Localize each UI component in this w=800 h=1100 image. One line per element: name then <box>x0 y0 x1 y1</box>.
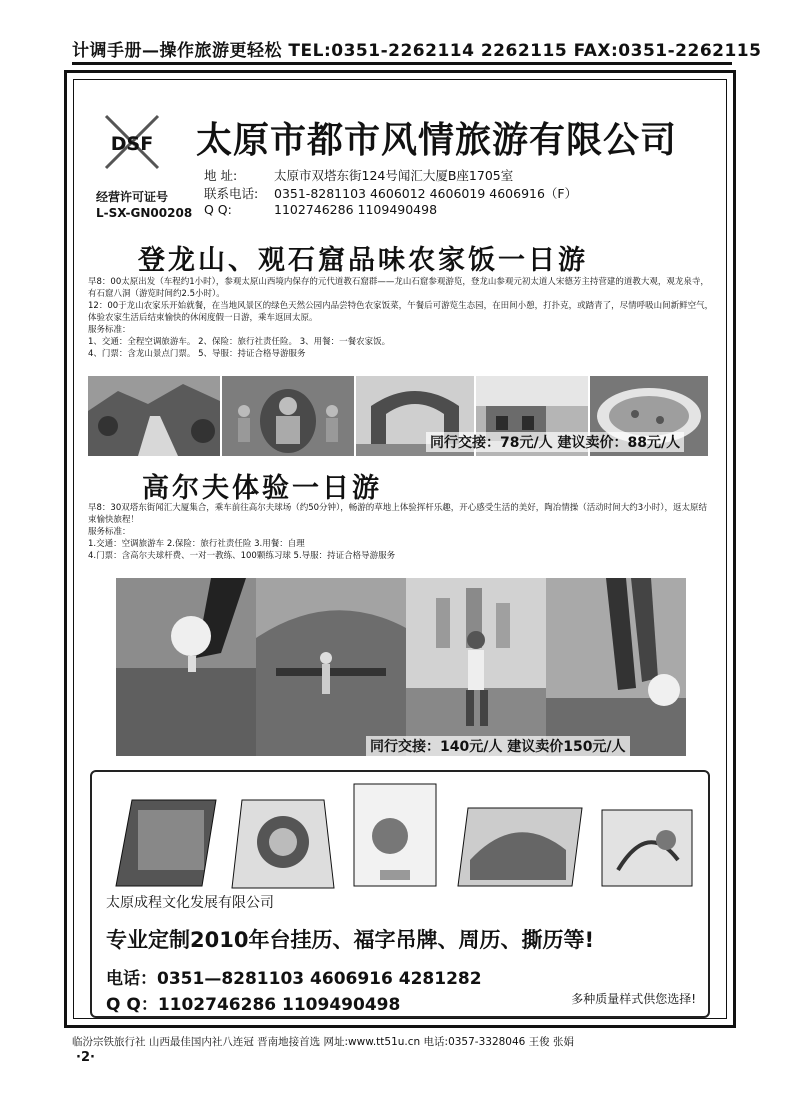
route1-desc-line: 4、门票：含龙山景点门票。 5、导服：持证合格导游服务 <box>88 349 306 359</box>
qq-line <box>204 202 437 217</box>
address-value: 太原市双塔东街124号闻汇大厦B座1705室 <box>274 168 514 183</box>
qq-value: 1102746286 1109490498 <box>274 202 438 217</box>
ad-company-name: 太原成程文化发展有限公司 <box>106 895 274 911</box>
route1-title: 登龙山、观石窟品味农家饭一日游 <box>138 245 588 276</box>
route1-desc-line: 早8：00太原出发（车程约1小时），参观太原山西境内保存的元代道教石窟群——龙山石窟参观游览，登龙山参观元初太道人宋德芳主持营建的道教大观，观龙泉寺，有石窟八洞（游览时间约2.5小时）。 <box>88 277 709 299</box>
route1-description <box>88 276 714 360</box>
route2-price: 同行交接：140元/人 建议卖价150元/人 <box>366 736 630 756</box>
desk-calendar-1 <box>112 790 220 890</box>
route2-desc-line: 1.交通：空调旅游车 2.保险：旅行社责任险 3.用餐：自理 <box>88 539 305 549</box>
route1-desc-line: 12：00于龙山农家乐开始就餐，在当地风景区的绿色天然公园内品尝特色农家饭菜，午餐后可游览生态园，在田间小憩，打扑克，或踏青了，尽情呼吸山间新鲜空气，体验农家生活后结束愉快的休闲度假一日游，乘车返回太原。 <box>88 301 714 323</box>
golfer-swing-photo <box>546 578 686 756</box>
running-header: 计调手册—操作旅游更轻松 TEL:0351-2262114 2262115 FAX:0351-2262115 <box>72 41 762 61</box>
route2-title: 高尔夫体验一日游 <box>142 473 382 504</box>
golf-ball-tee-photo <box>116 578 256 756</box>
route2-desc-line: 4.门票：含高尔夫球杆费、一对一教练、100颗练习球 5.导服：持证合格导游服务 <box>88 551 396 561</box>
desk-calendar-3 <box>456 790 584 890</box>
route1-price: 同行交接：78元/人 建议卖价：88元/人 <box>426 432 684 452</box>
calendar-advertisement <box>90 770 710 1018</box>
license-label: 经营许可证号 <box>96 190 169 204</box>
woman-golfer-photo <box>406 578 546 756</box>
header-rule <box>72 62 732 65</box>
route1-desc-line: 1、交通：全程空调旅游车。 2、保险：旅行社责任险。 3、用餐：一餐农家饭。 <box>88 337 391 347</box>
license-number: L-SX-GN00208 <box>96 206 193 220</box>
desk-calendar-4 <box>598 800 698 890</box>
calendar-products <box>112 780 702 890</box>
driving-range-photo <box>256 578 406 756</box>
company-name: 太原市都市风情旅游有限公司 <box>196 119 678 161</box>
route1-desc-line: 服务标准： <box>88 325 131 335</box>
qq-label: Q Q: <box>204 202 232 217</box>
dsf-logo <box>98 112 166 172</box>
route2-desc-line: 服务标准： <box>88 527 131 537</box>
mountain-path-photo <box>88 376 220 456</box>
ad-qq: Q Q：1102746286 1109490498 <box>106 995 401 1015</box>
address-line <box>204 166 513 184</box>
page-footer: 临汾宗铁旅行社 山西最佳国内社八连冠 晋南地接首选 网址:www.tt51u.cn 电话:0357-3328046 王俊 张娟 <box>72 1036 575 1048</box>
route2-photo-strip <box>116 578 686 756</box>
phone-line <box>204 184 577 202</box>
wall-calendar <box>350 780 440 890</box>
phone-value: 0351-8281103 4606012 4606019 4606916（F） <box>274 186 578 201</box>
desk-calendar-2 <box>228 790 338 890</box>
ad-phone: 电话：0351—8281103 4606916 4281282 <box>106 969 482 989</box>
ad-note: 多种质量样式供您选择! <box>571 992 696 1006</box>
page-number: ·2· <box>76 1050 95 1065</box>
route2-desc-line: 早8：30双塔东街闻汇大厦集合，乘车前往高尔夫球场（约50分钟），畅游的草地上体验挥杆乐趣，开心感受生活的美好，陶冶情操（活动时间大约3小时），返太原结束愉快旅程！ <box>88 503 707 525</box>
grotto-statues-photo <box>222 376 354 456</box>
logo-text: DSF <box>110 133 154 155</box>
phone-label: 联系电话: <box>204 186 259 201</box>
route2-description <box>88 502 714 562</box>
address-label: 地 址: <box>204 168 238 183</box>
ad-slogan: 专业定制2010年台挂历、福字吊牌、周历、撕历等! <box>106 928 595 952</box>
